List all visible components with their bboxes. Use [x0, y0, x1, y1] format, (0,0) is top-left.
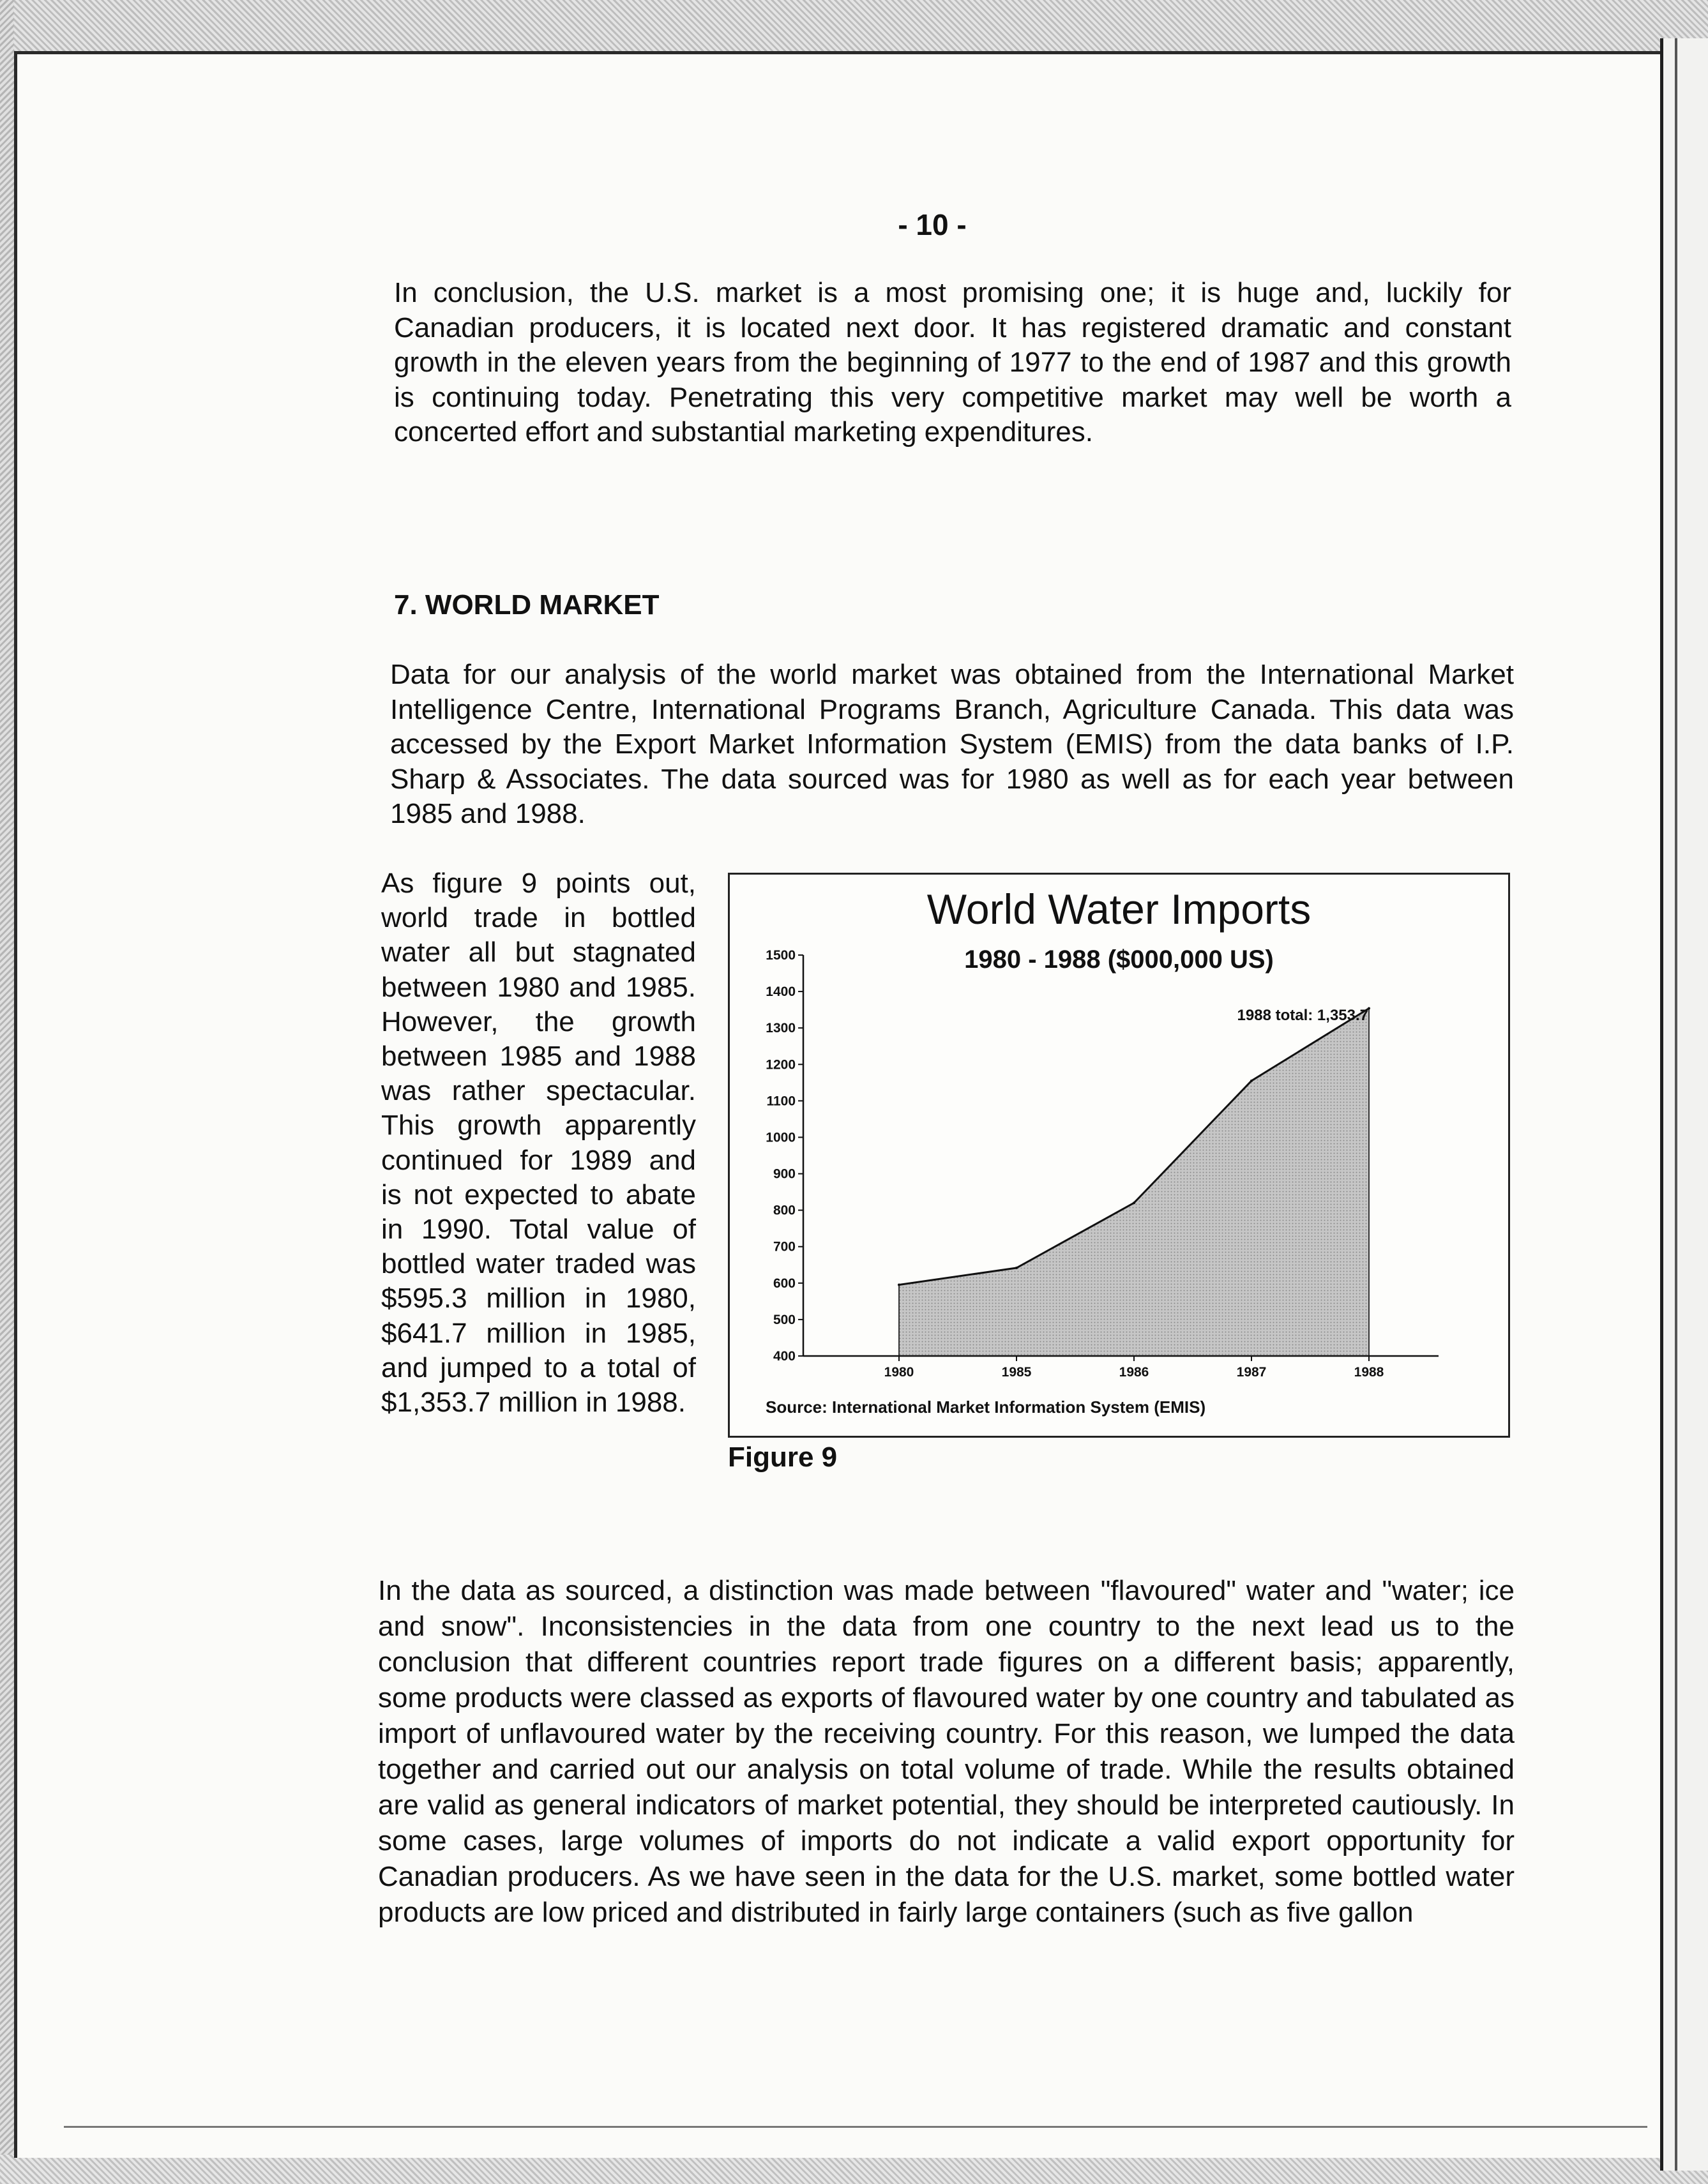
x-tick-label: 1980	[884, 1365, 914, 1380]
chart-data-point	[1015, 1267, 1018, 1269]
scan-border-top	[0, 0, 1708, 51]
section-heading: 7. WORLD MARKET	[394, 589, 660, 621]
bottom-rule	[64, 2126, 1647, 2128]
paragraph-us-market-conclusion: In conclusion, the U.S. market is a most promising one; it is huge and, luckily for Canadian producers, it is located next door. It has registered dramatic and constant growth in the eleven years from the beginning of 1977 to the end of 1987 and this growth is continuing today. Penetrating this very competitive market may well be worth a concerted effort and substantial marketing expenditures.	[394, 277, 1511, 448]
chart-title: World Water Imports	[926, 885, 1311, 933]
chart-annotation-total: 1988 total: 1,353.7	[1237, 1007, 1368, 1024]
paragraph-figure-commentary: As figure 9 points out, world trade in bottled water all but stagnated between 1980 and 1985. However, the growth between 1985 and 1988 was rather spectacular. This growth apparently continued for 1989 and is not expected to abate in 1990. Total value of bottled water traded was $595.3 million in 1980, $641.7 million in 1985, and jumped to a total of $1,353.7 million in 1988.	[381, 868, 696, 1419]
scan-border-left	[0, 0, 14, 2184]
chart-plot	[730, 875, 1508, 1436]
x-tick-label: 1985	[1001, 1365, 1032, 1380]
chart-data-point	[1250, 1080, 1253, 1082]
y-tick-label: 1200	[766, 1057, 796, 1073]
binder-edge	[1660, 38, 1708, 2171]
x-tick-label: 1988	[1354, 1365, 1384, 1380]
x-tick-label: 1986	[1119, 1365, 1149, 1380]
y-tick-label: 700	[773, 1239, 796, 1254]
chart-subtitle: 1980 - 1988 ($000,000 US)	[964, 945, 1274, 974]
y-tick-label: 800	[773, 1203, 796, 1218]
y-tick-label: 1000	[766, 1130, 796, 1145]
page-number: - 10 -	[898, 208, 967, 241]
y-tick-label: 1300	[766, 1021, 796, 1036]
chart-area-fill	[899, 1009, 1369, 1356]
figure-9-chart	[728, 873, 1510, 1438]
y-tick-label: 1400	[766, 984, 796, 1000]
chart-data-point	[1133, 1201, 1135, 1204]
x-tick-label: 1987	[1236, 1365, 1267, 1380]
y-tick-label: 500	[773, 1312, 796, 1327]
chart-source-note: Source: International Market Information System (EMIS)	[766, 1397, 1206, 1417]
paragraph-data-sources: Data for our analysis of the world market was obtained from the International Market Intelligence Centre, International Programs Branch, Agriculture Canada. This data was accessed by the Export Market Information System (EMIS) from the data banks of I.P. Sharp & Associates. The data sourced was for 1980 as well as for each year between 1985 and 1988.	[390, 659, 1514, 829]
scan-border-bottom	[0, 2155, 1708, 2184]
chart-data-point	[898, 1284, 900, 1286]
y-tick-label: 600	[773, 1276, 796, 1291]
paragraph-data-distinction: In the data as sourced, a distinction was made between "flavoured" water and "water; ice and snow". Inconsistencies in the data from one country to the next lead us to the conclusion that different countries report trade figures on a different basis; apparently, some products were classed as exports of flavoured water by one country and tabulated as import of unflavoured water by the receiving country. For this reason, we lumped the data together and carried out our analysis on total volume of trade. While the results obtained are valid as general indicators of market potential, they should be interpreted cautiously. In some cases, large volumes of imports do not indicate a valid export opportunity for Canadian producers. As we have seen in the data for the U.S. market, some bottled water products are low priced and distributed in fairly large containers (such as five gallon	[378, 1575, 1515, 1928]
y-tick-label: 400	[773, 1349, 796, 1364]
y-tick-label: 900	[773, 1166, 796, 1182]
y-tick-label: 1500	[766, 948, 796, 963]
figure-caption: Figure 9	[728, 1442, 838, 1473]
y-tick-label: 1100	[766, 1094, 796, 1109]
